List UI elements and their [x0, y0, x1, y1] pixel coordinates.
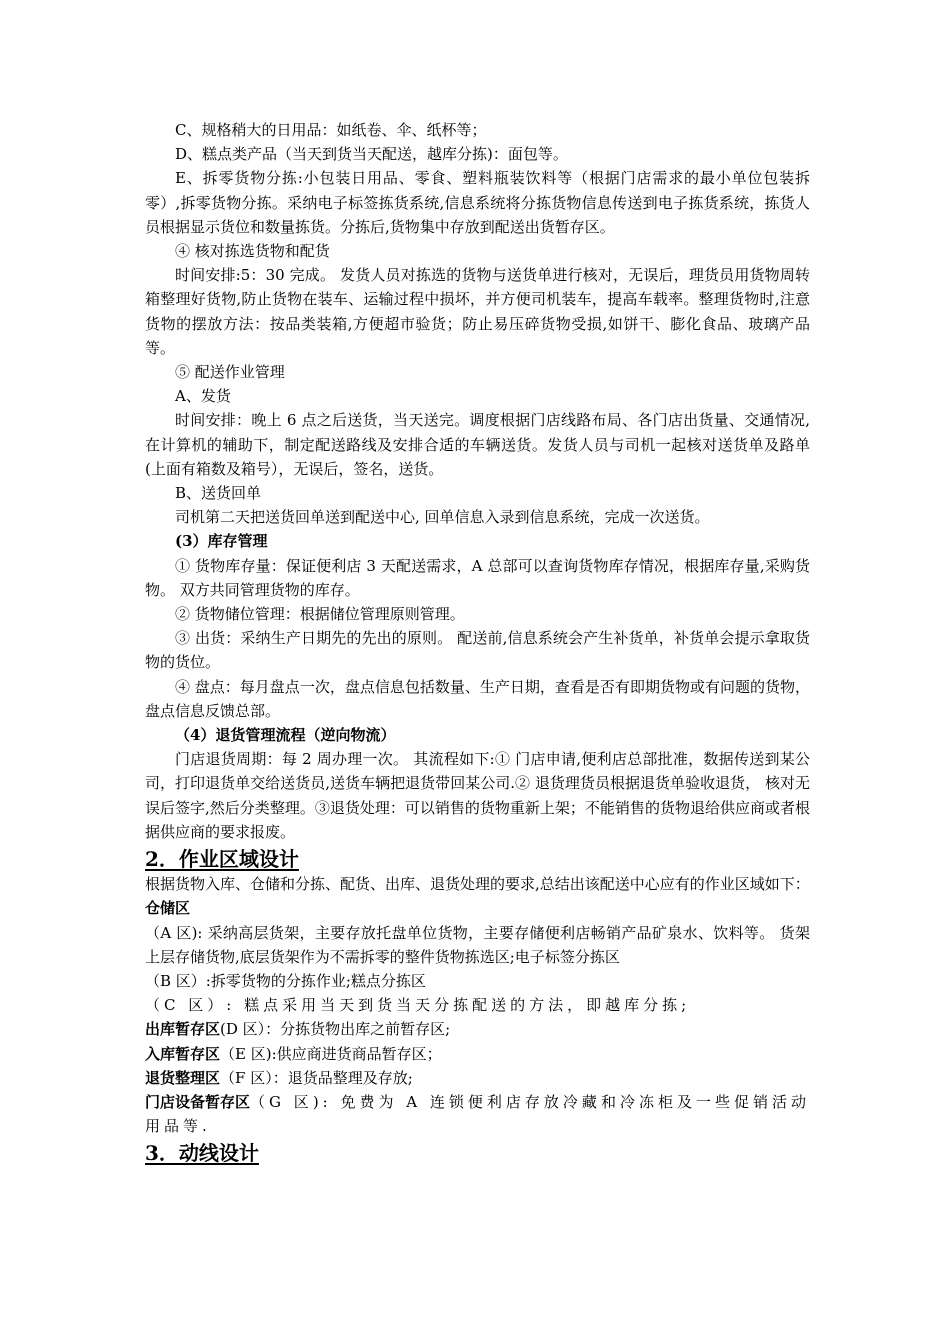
receipt-text: 司机第二天把送货回单送到配送中心, 回单信息入录到信息系统，完成一次送货。: [175, 508, 710, 527]
storage-zone-label: 仓储区: [145, 899, 191, 918]
zone-e-label: 入库暂存区: [145, 1044, 221, 1063]
zone-d-line: [145, 1017, 810, 1041]
step5-title: ⑤ 配送作业管理: [175, 363, 285, 382]
zone-g-text: （G 区): 免费为 A 连锁便利店存放冷藏和冷冻柜及一些促销活动用品等.: [145, 1092, 810, 1136]
step4-text: 时间安排:5：30 完成。 发货人员对拣选的货物与送货单进行核对，无误后，理货员用货物周转箱整理好货物,防止货物在装车、运输过程中损坏，并方便司机装车，提高车载率。整理货物时,注意货物的摆放方法：按品类装箱,方便超市验货；防止易压碎货物受损,如饼干、膨化食品、玻璃产品等。: [145, 266, 810, 357]
inventory-item-4: ④ 盘点：每月盘点一次，盘点信息包括数量、生产日期，查看是否有即期货物或有问题的货物，盘点信息反馈总部。: [145, 677, 810, 720]
zone-f-line: [145, 1066, 810, 1090]
zone-e-line: [145, 1042, 810, 1066]
zone-g-label: 门店设备暂存区: [145, 1092, 251, 1111]
zone-d-label: 出库暂存区: [145, 1020, 221, 1039]
section-heading-flow: 3．动线设计: [145, 1141, 259, 1166]
zones-intro: 根据货物入库、仓储和分拣、配货、出库、退货处理的要求,总结出该配送中心应有的作业区域如下：: [145, 875, 810, 894]
zone-a-text: （A 区): 采纳高层货架，主要存放托盘单位货物，主要存储便利店畅销产品矿泉水、饮料等。 货架上层存储货物,底层货架作为不需拆零的整件货物拣选区;电子标签分拣区: [145, 923, 810, 966]
paragraph-c: C、规格稍大的日用品：如纸卷、伞、纸杯等；: [175, 121, 487, 139]
zone-b-text: （B 区）:拆零货物的分拣作业;糕点分拣区: [145, 971, 426, 990]
document-body: [145, 118, 810, 1166]
dispatch-title: A、发货: [175, 387, 231, 406]
zone-f-label: 退货整理区: [145, 1068, 221, 1087]
step4-title: ④ 核对拣选货物和配货: [175, 242, 330, 261]
zone-c-text: （C 区）: 糕点采用当天到货当天分拣配送的方法，即越库分拣;: [145, 996, 691, 1015]
section-heading-zones: 2．作业区域设计: [145, 847, 299, 872]
zone-g-line: [145, 1090, 810, 1138]
inventory-item-3: ③ 出货：采纳生产日期先的先出的原则。 配送前,信息系统会产生补货单，补货单会提示拿取货物的货位。: [145, 629, 810, 672]
zone-d-text: (D 区）：分拣货物出库之前暂存区;: [220, 1020, 451, 1039]
inventory-item-2: ② 货物储位管理：根据储位管理原则管理。: [175, 605, 465, 624]
receipt-title: B、送货回单: [175, 484, 262, 503]
returns-heading: （4）退货管理流程（逆向物流）: [175, 726, 396, 745]
paragraph-d: D、糕点类产品（当天到货当天配送，越库分拣)：面包等。: [175, 145, 568, 164]
returns-text: 门店退货周期：每 2 周办理一次。 其流程如下:① 门店申请,便利店总部批准，数据传送到某公司，打印退货单交给送货员,送货车辆把退货带回某公司.② 退货理货员根据退货单验收退货， 核对无误后签字,然后分类整理。③退货处理：可以销售的货物重新上架；不能销售的货物退给供应商或者根据供应商的要求报废。: [145, 750, 810, 841]
dispatch-text: 时间安排：晚上 6 点之后送货，当天送完。调度根据门店线路布局、各门店出货量、交通情况,在计算机的辅助下，制定配送路线及安排合适的车辆送货。发货人员与司机一起核对送货单及路单(上面有箱数及箱号），无误后，签名，送货。: [145, 411, 810, 478]
paragraph-e: E、拆零货物分拣:小包装日用品、零食、塑料瓶装饮料等（根据门店需求的最小单位包装拆零）,拆零货物分拣。采纳电子标签拣货系统,信息系统将分拣货物信息传送到电子拣货系统，拣货人员根据显示货位和数量拣货。分拣后,货物集中存放到配送出货暂存区。: [145, 169, 810, 236]
zone-e-text: （E 区):供应商进货商品暂存区；: [220, 1044, 442, 1063]
zone-f-text: （F 区）：退货品整理及存放;: [220, 1068, 413, 1087]
inventory-heading: (3）库存管理: [175, 532, 268, 551]
inventory-item-1: ① 货物库存量：保证便利店 3 天配送需求，A 总部可以查询货物库存情况，根据库存量,采购货物。 双方共同管理货物的库存。: [145, 556, 810, 599]
